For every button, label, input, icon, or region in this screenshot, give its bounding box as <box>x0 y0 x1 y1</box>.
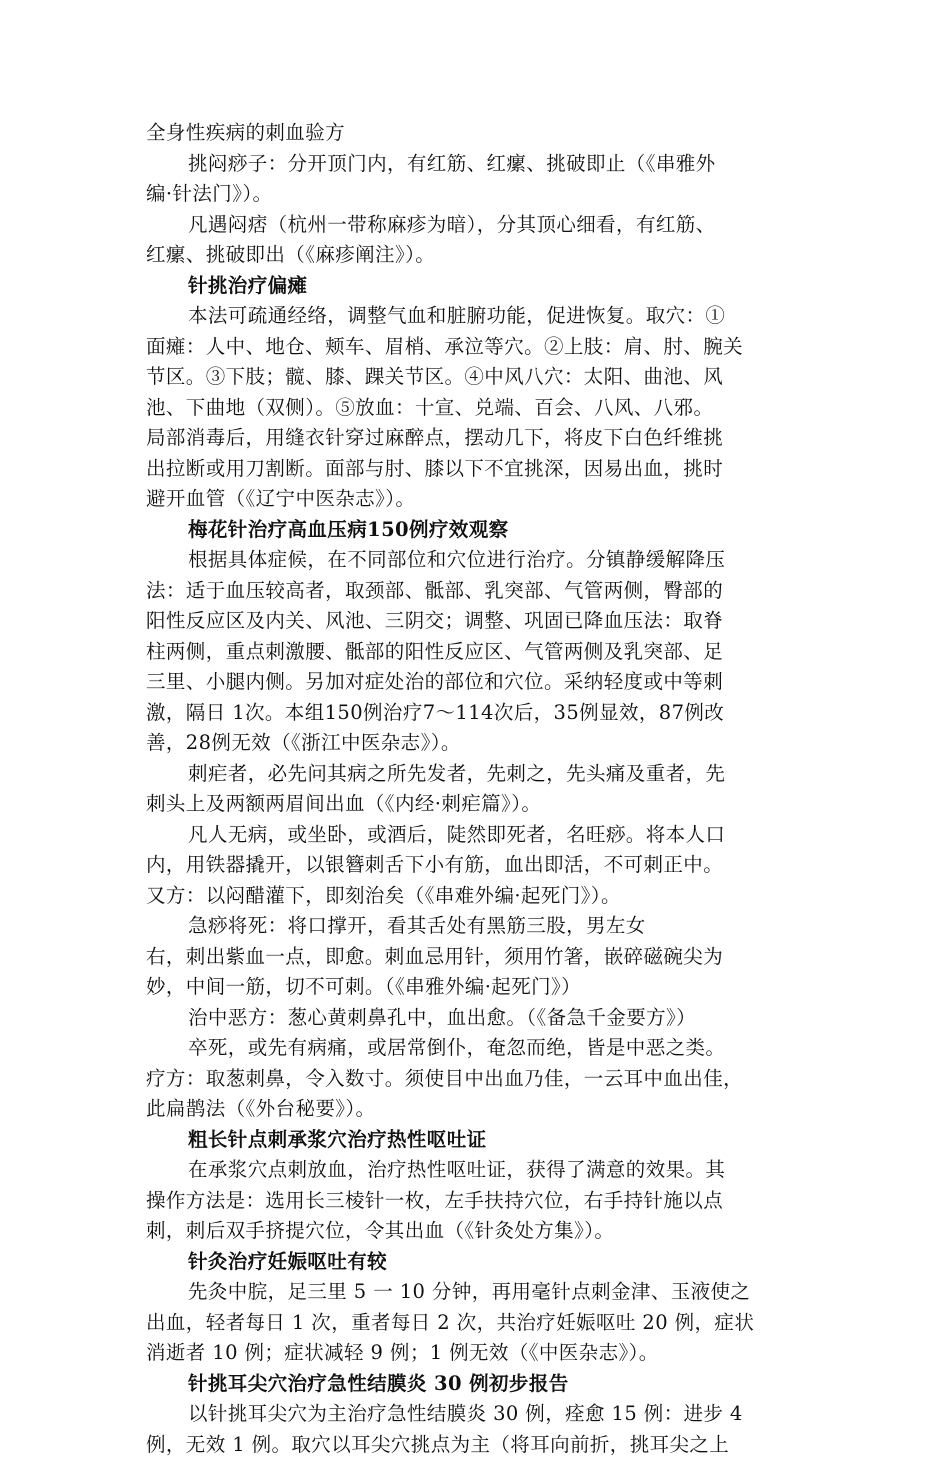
text-line: 右，刺出紫血一点，即愈。刺血忌用针，须用竹箸，嵌碎磁碗尖为 <box>146 942 816 973</box>
section-heading: 梅花针治疗高血压病150例疗效观察 <box>146 515 816 546</box>
text-line: 阳性反应区及内关、风池、三阴交；调整、巩固已降血压法：取脊 <box>146 606 816 637</box>
text-line: 刺头上及两额两眉间出血（《内经·刺疟篇》）。 <box>146 789 816 820</box>
text-line: 消逝者 10 例；症状减轻 9 例；1 例无效（《中医杂志》）。 <box>146 1338 816 1369</box>
text-line: 刺，刺后双手挤提穴位，令其出血（《针灸处方集》）。 <box>146 1216 816 1247</box>
section-heading: 针挑耳尖穴治疗急性结膜炎 30 例初步报告 <box>146 1369 816 1400</box>
text-line: 出拉断或用刀割断。面部与肘、膝以下不宜挑深，因易出血，挑时 <box>146 454 816 485</box>
text-line: 根据具体症候，在不同部位和穴位进行治疗。分镇静缓解降压 <box>146 545 816 576</box>
text-line: 卒死，或先有病痛，或居常倒仆，奄忽而绝，皆是中恶之类。 <box>146 1033 816 1064</box>
text-line: 凡人无病，或坐卧，或酒后，陡然即死者，名旺痧。将本人口 <box>146 820 816 851</box>
text-line: 此扁鹊法（《外台秘要》）。 <box>146 1094 816 1125</box>
text-line: 先灸中脘，足三里 5 一 10 分钟，再用毫针点刺金津、玉液使之 <box>146 1277 816 1308</box>
text-line: 池、下曲地（双侧）。⑤放血：十宣、兑端、百会、八风、八邪。 <box>146 393 816 424</box>
text-line: 操作方法是：选用长三棱针一枚，左手扶持穴位，右手持针施以点 <box>146 1186 816 1217</box>
text-line: 出血，轻者每日 1 次，重者每日 2 次，共治疗妊娠呕吐 20 例，症状 <box>146 1308 816 1339</box>
text-line: 例，无效 1 例。取穴以耳尖穴挑点为主（将耳向前折，挑耳尖之上 <box>146 1430 816 1460</box>
text-line: 在承浆穴点刺放血，治疗热性呕吐证，获得了满意的效果。其 <box>146 1155 816 1186</box>
text-line: 面瘫：人中、地仓、颊车、眉梢、承泣等穴。②上肢：肩、肘、腕关 <box>146 332 816 363</box>
text-line: 全身性疾病的刺血验方 <box>146 118 816 149</box>
text-line: 又方：以闷醋灌下，即刻治矣（《串难外编·起死门》）。 <box>146 881 816 912</box>
text-line: 以针挑耳尖穴为主治疗急性结膜炎 30 例，痊愈 15 例：进步 4 <box>146 1399 816 1430</box>
text-line: 妙，中间一筋，切不可刺。（《串雅外编·起死门》） <box>146 972 816 1003</box>
text-line: 内，用铁器撬开，以银簪刺舌下小有筋，血出即活，不可刺正中。 <box>146 850 816 881</box>
text-line: 局部消毒后，用缝衣针穿过麻醉点，摆动几下，将皮下白色纤维挑 <box>146 423 816 454</box>
text-line: 柱两侧，重点刺激腰、骶部的阳性反应区、气管两侧及乳突部、足 <box>146 637 816 668</box>
text-line: 凡遇闷痞（杭州一带称麻疹为暗），分其顶心细看，有红筋、 <box>146 210 816 241</box>
section-heading: 针灸治疗妊娠呕吐有较 <box>146 1247 816 1278</box>
text-line: 本法可疏通经络，调整气血和脏腑功能，促进恢复。取穴：① <box>146 301 816 332</box>
text-line: 刺疟者，必先问其病之所先发者，先刺之，先头痛及重者，先 <box>146 759 816 790</box>
text-line: 挑闷痧子：分开顶门内，有红筋、红瘰、挑破即止（《串雅外 <box>146 149 816 180</box>
section-heading: 粗长针点刺承浆穴治疗热性呕吐证 <box>146 1125 816 1156</box>
text-line: 治中恶方：葱心黄刺鼻孔中，血出愈。（《备急千金要方》） <box>146 1003 816 1034</box>
text-line: 法：适于血压较高者，取颈部、骶部、乳突部、气管两侧，臀部的 <box>146 576 816 607</box>
section-heading: 针挑治疗偏瘫 <box>146 271 816 302</box>
text-line: 疗方：取葱刺鼻，令入数寸。须使目中出血乃佳，一云耳中血出佳， <box>146 1064 816 1095</box>
text-line: 避开血管（《辽宁中医杂志》）。 <box>146 484 816 515</box>
text-line: 节区。③下肢；髋、膝、踝关节区。④中风八穴：太阳、曲池、风 <box>146 362 816 393</box>
text-line: 善，28例无效（《浙江中医杂志》）。 <box>146 728 816 759</box>
text-line: 激，隔日 1次。本组150例治疗7～114次后，35例显效，87例改 <box>146 698 816 729</box>
text-line: 急痧将死：将口撑开，看其舌处有黑筋三股，男左女 <box>146 911 816 942</box>
text-line: 红瘰、挑破即出（《麻疹阐注》）。 <box>146 240 816 271</box>
text-line: 三里、小腿内侧。另加对症处治的部位和穴位。采纳轻度或中等刺 <box>146 667 816 698</box>
text-line: 编·针法门》）。 <box>146 179 816 210</box>
document-body <box>146 118 816 1460</box>
